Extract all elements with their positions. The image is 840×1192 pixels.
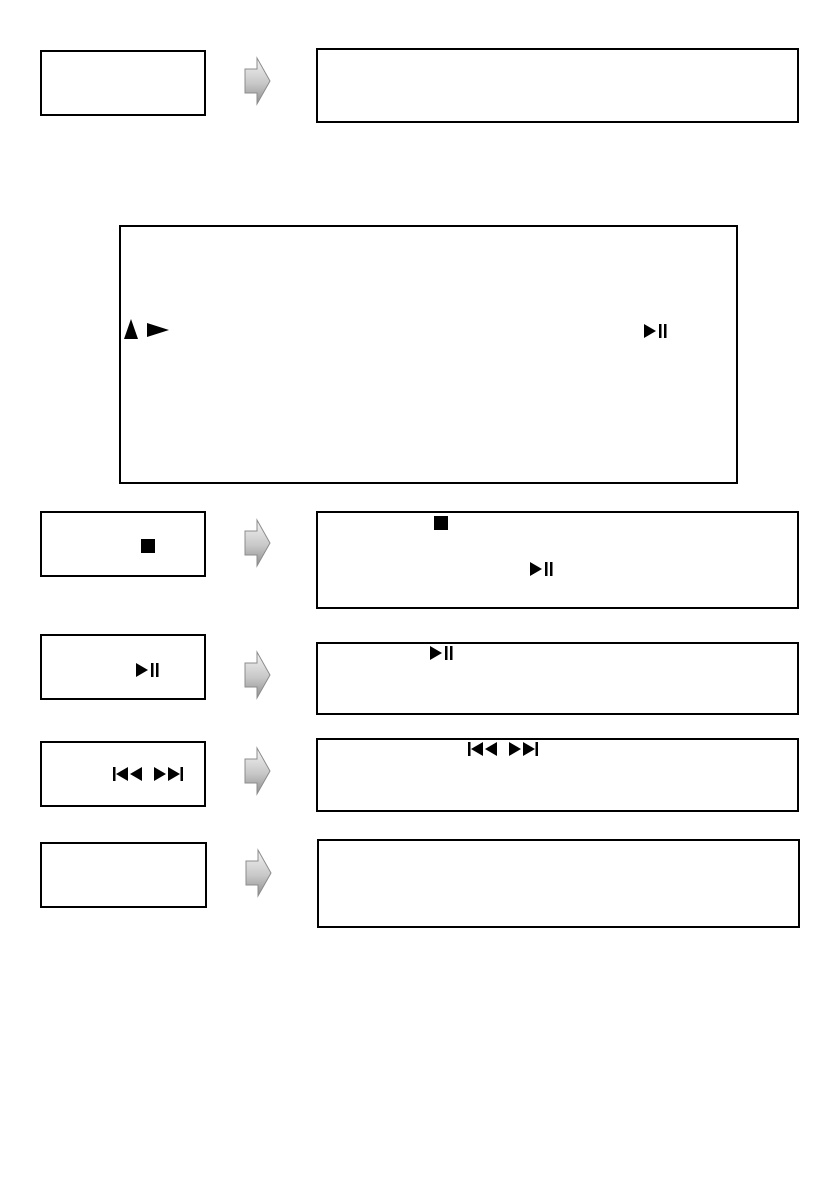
right-arrow-icon xyxy=(243,848,273,898)
result-box-1 xyxy=(316,48,799,123)
play-pause-icon xyxy=(430,646,454,660)
play-pause-icon xyxy=(644,324,668,338)
play-pause-icon xyxy=(136,663,160,677)
right-icon xyxy=(147,323,169,337)
result-box-2 xyxy=(316,511,799,609)
previous-track-icon xyxy=(468,742,498,756)
stop-icon xyxy=(434,516,448,530)
right-arrow-icon xyxy=(242,650,272,700)
right-arrow-icon xyxy=(242,56,272,106)
next-track-icon xyxy=(508,742,538,756)
previous-track-icon xyxy=(113,767,143,781)
note-box xyxy=(119,225,738,484)
stop-icon xyxy=(141,539,155,553)
result-box-5 xyxy=(317,839,800,928)
result-box-3 xyxy=(316,642,799,715)
step-box-3 xyxy=(40,634,206,700)
step-box-5 xyxy=(40,842,207,908)
right-arrow-icon xyxy=(242,518,272,568)
next-track-icon xyxy=(153,767,183,781)
step-box-1 xyxy=(40,50,206,116)
up-icon xyxy=(124,319,138,339)
result-box-4 xyxy=(316,738,799,812)
step-box-2 xyxy=(40,511,206,577)
right-arrow-icon xyxy=(242,746,272,796)
play-pause-icon xyxy=(530,562,554,576)
